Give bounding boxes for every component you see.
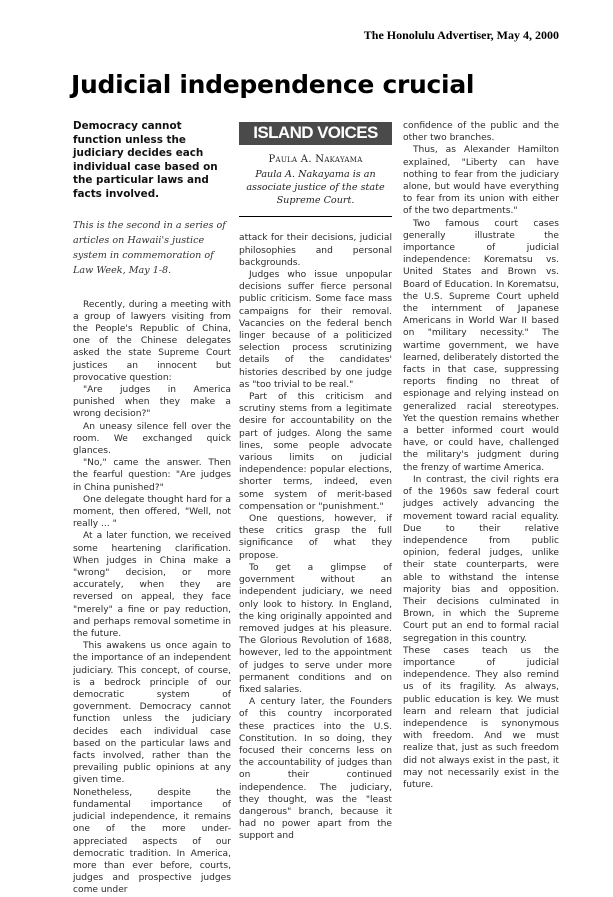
paragraph: Two famous court cases generally illustrate the importance of judicial independence: Korematsu vs. United States and Brown vs. Board of Education. In Korematsu, the U.S. Supreme Court upheld the internment of Japanese Americans in World War II based on "military necessity." The wartime government, we have learned, deliberately distorted the facts in that case, suppressing reports finding no threat of espionage and relying instead on generalized racial stereotypes. Yet the question remains whether a better informed court would have, or could have, challenged the military's judgment during the frenzy of wartime America. — [403, 218, 559, 473]
paragraph: "Are judges in America punished when they make a wrong decision?" — [73, 384, 231, 420]
paragraph: These cases teach us the importance of judicial independence. They also remind us of its fragility. As always, public education is key. We must learn and relearn that judicial independence is synonymous with freedom. And we must realize that, just as such freedom did not always exist in the past, it may not necessarily exist in the future. — [403, 645, 559, 790]
masthead: The Honolulu Advertiser, May 4, 2000 — [363, 28, 559, 42]
series-note: This is the second in a series of articles on Hawaii's justice system in commemoration of Law Week, May 1-8. — [73, 219, 226, 276]
column-3 — [403, 120, 559, 791]
paragraph: confidence of the public and the other two branches. — [403, 121, 559, 144]
headline: Judicial independence crucial — [71, 70, 475, 99]
paragraph: Nonetheless, despite the fundamental importance of judicial independence, it remains one of the more under-appreciated aspects of our democratic tradition. In America, more than ever before, courts, judges and prospective judges come under — [73, 787, 231, 896]
paragraph: A century later, the Founders of this country incorporated these practices into the U.S. Constitution. In so doing, they focused their concerns less on the accountability of judges than on their continued independence. The judiciary, they thought, was the "least dangerous" branch, because it had no power apart from the support and — [239, 697, 392, 842]
island-voices-banner: ISLAND VOICES — [239, 122, 392, 145]
paragraph: One delegate thought hard for a moment, then offered, "Well, not really ... " — [73, 494, 231, 530]
paragraph: Recently, during a meeting with a group of lawyers visiting from the People's Republic of China, one of the Chinese delegates asked the state Supreme Court justices an innocent but provocative question: — [73, 299, 231, 383]
column-1 — [73, 120, 231, 897]
paragraph: An uneasy silence fell over the room. We exchanged quick glances. — [73, 421, 231, 456]
paragraph: "No," came the answer. Then the fearful question: "Are judges in China punished?" — [73, 458, 231, 493]
paragraph: Thus, as Alexander Hamilton explained, "Liberty can have nothing to fear from the judiciary alone, but would have everything to fear from its union with either of the two departments." — [403, 145, 559, 217]
paragraph: Judges who issue unpopular decisions suffer fierce personal public criticism. Some face mass campaigns for their removal. Vacancies on the federal bench linger because of a politicized selection process scrutinizing details of the candidates' histories described by one judge as "too trivial to be real." — [239, 270, 392, 390]
paragraph: In contrast, the civil rights era of the 1960s saw federal court judges actively advancing the movement toward racial equality. Due to their relative independence from public opinion, federal judges, unlike their state counterparts, were able to withstand the intense majority bias and opposition. Their decisions culminated in Brown, in which the Supreme Court put an end to formal racial segregation in this country. — [403, 474, 559, 644]
paragraph: At a later function, we received some heartening clarification. When judges in China make a "wrong" decision, or more accurately, when they are reversed on appeal, they face "merely" a fine or pay reduction, and perhaps removal sometime in the future. — [73, 531, 231, 640]
deck: Democracy cannot function unless the judiciary decides each individual case based on the particular laws and facts involved. — [73, 120, 218, 200]
column-2 — [239, 122, 392, 843]
author-byline: Paula A. Nakayama — [268, 154, 363, 166]
paragraph: One questions, however, if these critics grasp the full significance of what they propose. — [239, 514, 392, 561]
paragraph: attack for their decisions, judicial philosophies and personal backgrounds. — [239, 233, 392, 268]
author-note: Paula A. Nakayama is an associate justice of the state Supreme Court. — [246, 169, 385, 207]
divider — [239, 216, 392, 217]
paragraph: This awakens us once again to the importance of an independent judiciary. This concept, of course, is a bedrock principle of our democratic system of government. Democracy cannot function unless the judiciary decides each individual case based on the particular laws and facts involved, rather than the prevailing public opinions at any given time. — [73, 641, 231, 786]
paragraph: Part of this criticism and scrutiny stems from a legitimate desire for accountability on the part of judges. Along the same lines, some people advocate various limits on judicial independence: popular elections, shorter terms, indeed, even some system of merit-based compensation or "punishment." — [239, 392, 392, 512]
paragraph: To get a glimpse of government without an independent judiciary, we need only look to history. In England, the king originally appointed and removed judges at his pleasure. The Glorious Revolution of 1688, however, led to the appointment of judges to serve under more permanent conditions and on fixed salaries. — [239, 562, 392, 695]
